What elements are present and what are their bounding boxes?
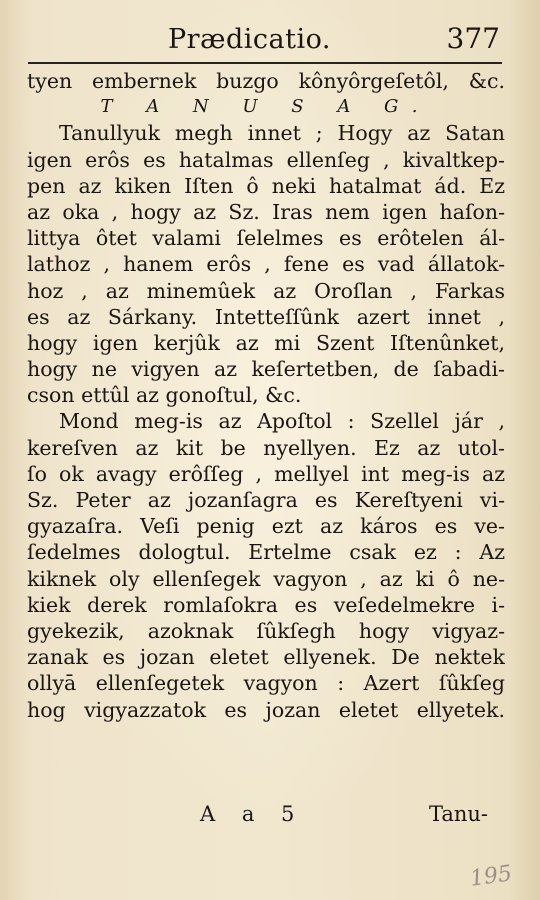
body-text <box>27 68 505 723</box>
text-line: gyazaſra. Veſi penig ezt az káros es ve- <box>27 514 505 539</box>
text-line: ſedelmes dologtul. Ertelme csak ez : Az <box>27 540 505 565</box>
text-line: hog vigyazzatok es jozan eletet ellyetek. <box>27 697 505 722</box>
text-line: az oka , hogy az Sz. Iras nem igen haſon- <box>27 199 505 224</box>
page-number: 377 <box>446 22 500 55</box>
text-line: cson ettûl az gonoſtul, &c. <box>27 383 302 408</box>
text-line: littya ôtet valami ſelelmes es erôtelen ál- <box>27 226 505 251</box>
text-line: hogy ne vigyen az keſertetben, de ſabadi- <box>27 357 505 382</box>
text-line: hoz , az minemûek az Oroſlan , Farkas <box>27 278 505 303</box>
text-line: ollyā ellenſegetek vagyon : Azert ſûkſeg <box>27 671 505 696</box>
text-line: kiknek oly ellenſegek vagyon , az ki ô ne- <box>27 566 505 591</box>
page-footer <box>28 802 488 832</box>
text-line: lathoz , hanem erôs , fene es vad állatok- <box>27 252 505 277</box>
text-line: tyen embernek buzgo kônyôrgeſetôl, &c. <box>27 69 505 93</box>
text-line: gyekezik, azoknak ſûkſegh hogy vigyaz- <box>27 618 505 643</box>
text-line: Mond meg-is az Apoſtol : Szellel jár , <box>59 409 505 434</box>
text-line: pen az kiken Iſten ô neki hatalmat ád. Ez <box>27 173 505 198</box>
text-line: ſo ok avagy erôſſeg , mellyel int meg-is az <box>27 461 505 486</box>
text-line: zanak es jozan eletet ellyenek. De nektek <box>27 645 505 670</box>
pencil-annotation: 195 <box>468 861 514 892</box>
page-header <box>28 22 500 62</box>
text-line: igen erôs es hatalmas ellenſeg , kivaltkep- <box>27 147 505 172</box>
text-line: Sz. Peter az jozanſagra es Kereſtyeni vi- <box>27 488 505 512</box>
text-line: kereſven az kit be nyellyen. Ez az utol- <box>27 435 505 460</box>
header-rule <box>28 62 502 64</box>
text-line: hogy igen kerjûk az mi Szent Iſtenûnket, <box>27 330 505 355</box>
signature-mark: A a 5 <box>200 802 305 826</box>
text-line: Tanullyuk megh innet ; Hogy az Satan <box>59 121 505 146</box>
text-line: kiek derek romlaſokra es veſedelmekre i- <box>27 592 505 617</box>
running-head: Prædicatio. <box>168 24 331 55</box>
text-line: es az Sárkany. Intetteſſûnk azert innet , <box>27 304 505 329</box>
section-heading: T A N U S A G. <box>100 96 432 118</box>
catchword: Tanu- <box>428 802 488 826</box>
